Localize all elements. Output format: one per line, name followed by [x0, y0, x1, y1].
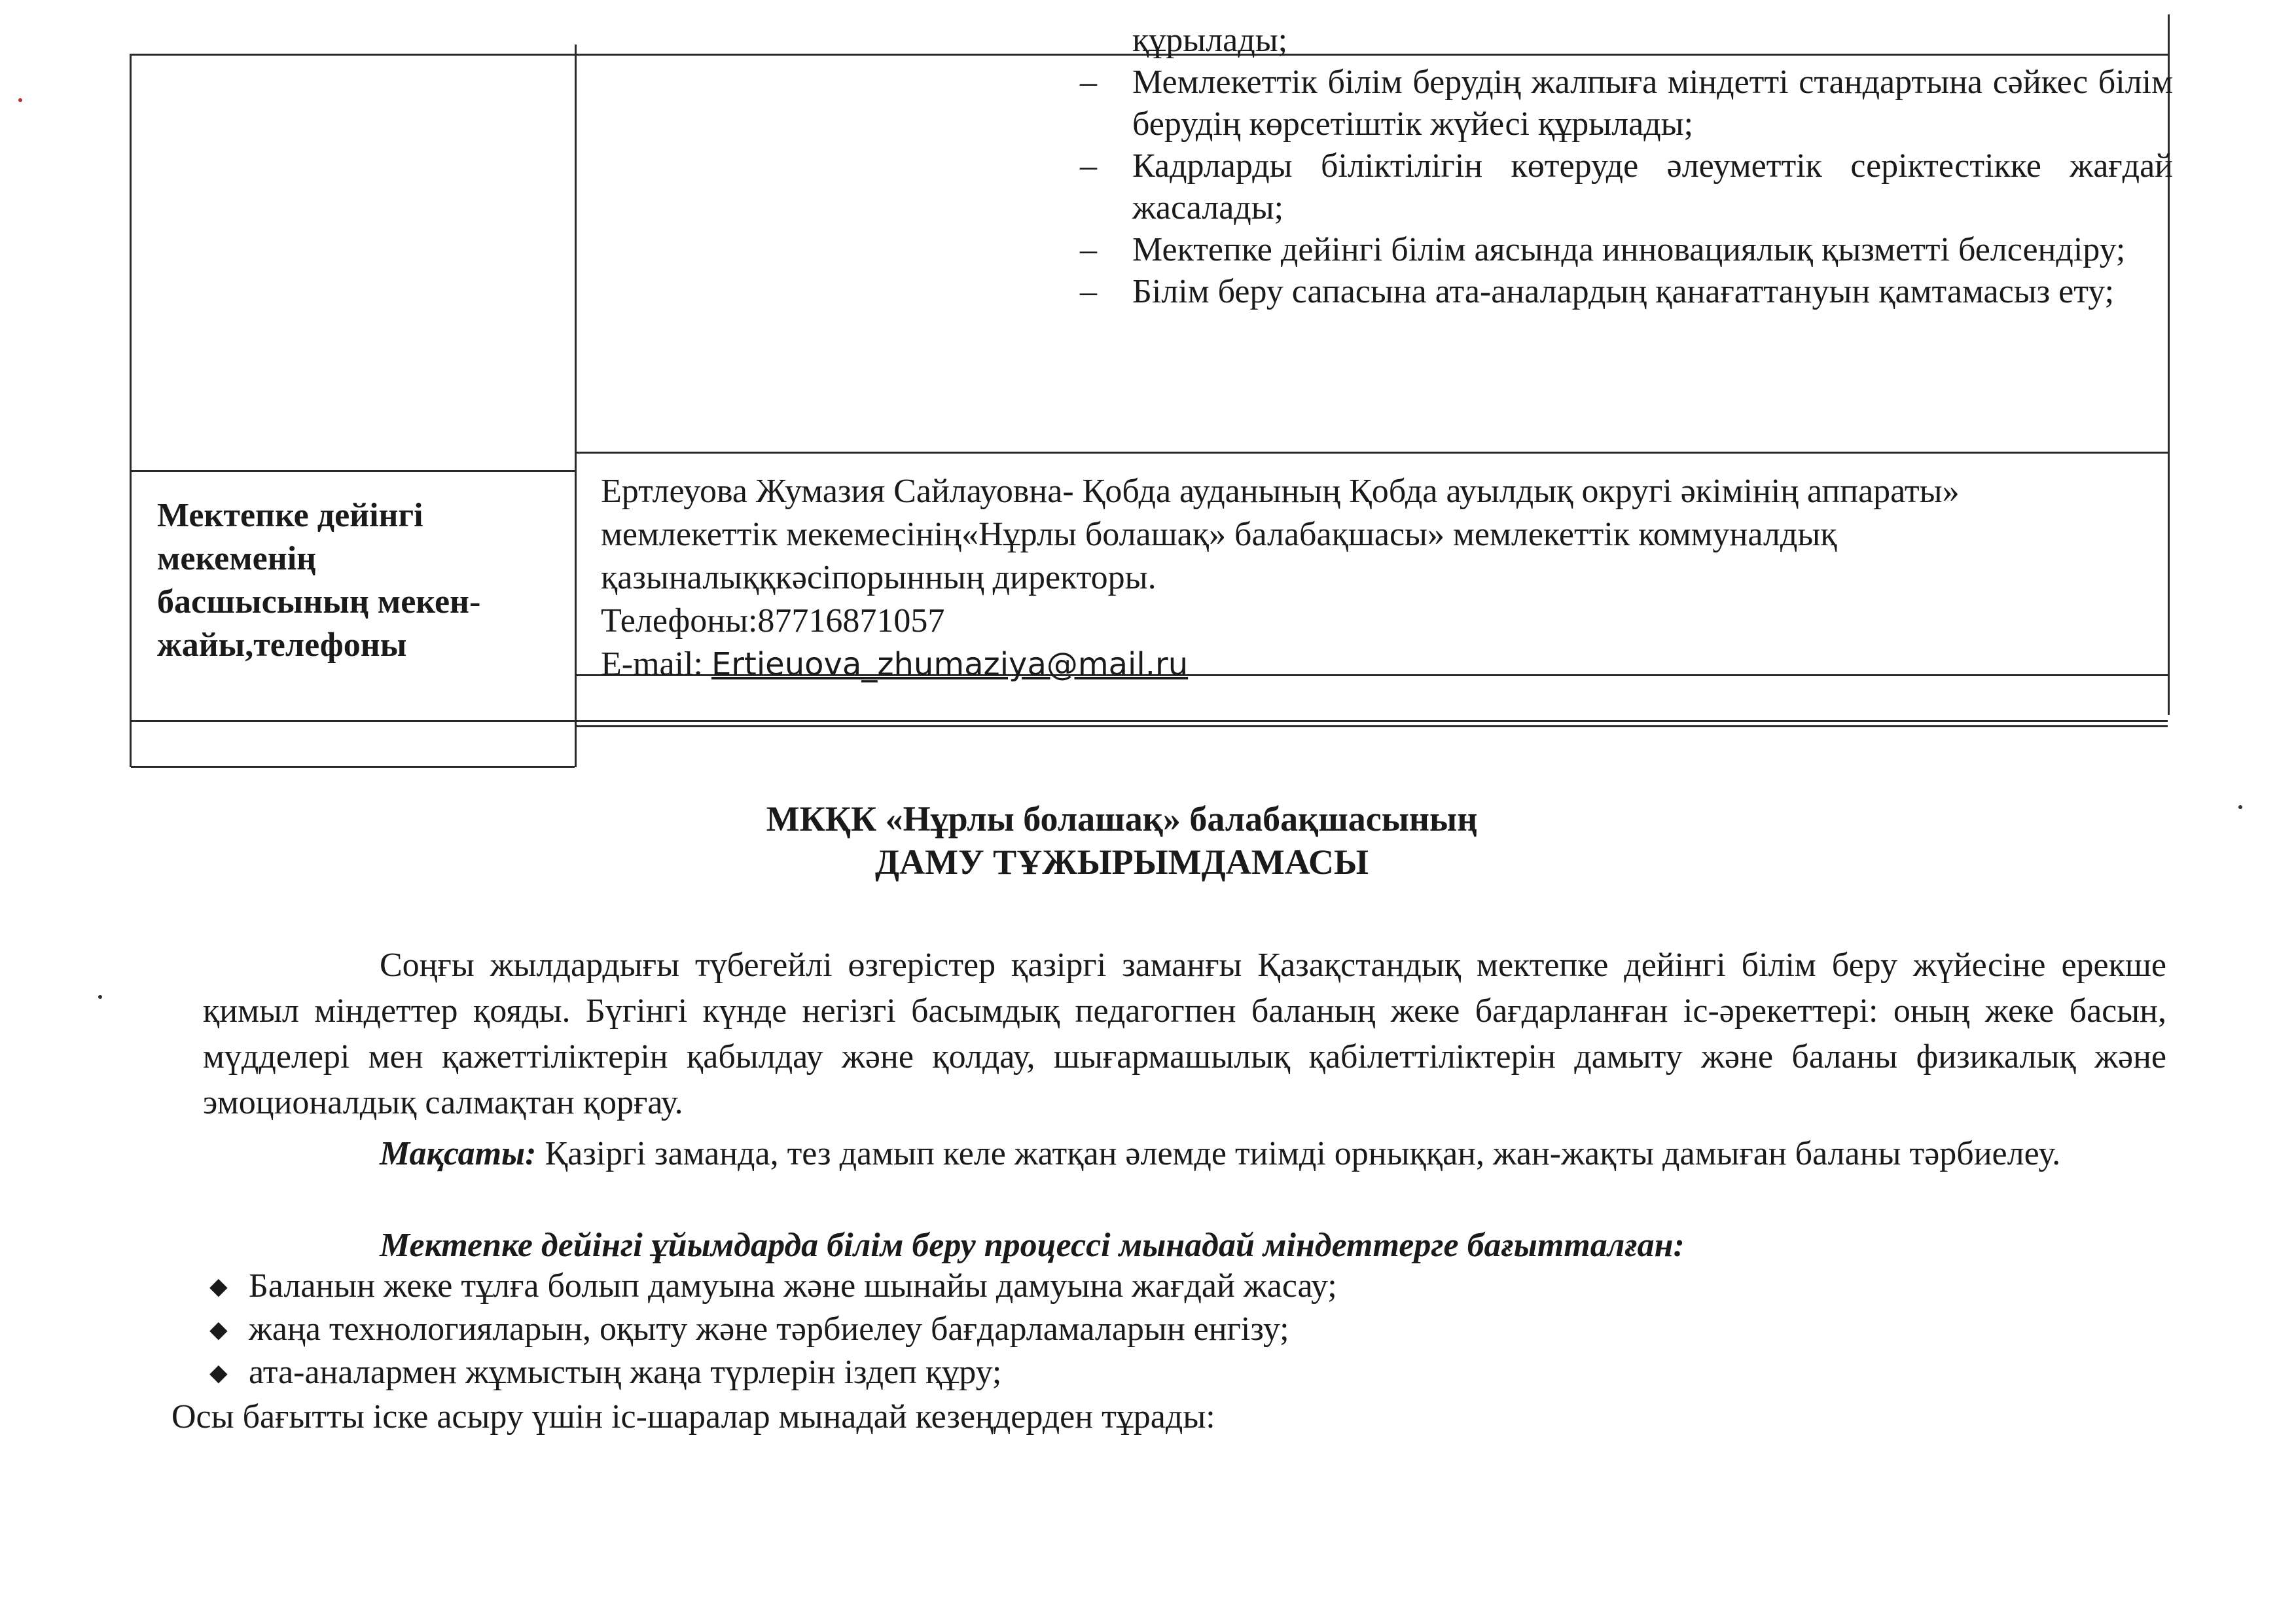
list-item: – Кадрларды біліктілігін көтеруде әлеуметтік серіктестікке жағдай жасалады; [1080, 147, 2173, 226]
director-org-line: мемлекеттік мекемесінің«Нұрлы болашақ» балабақшасы» мемлекеттік коммуналдық [601, 516, 1837, 553]
list-item: – Мектепке дейінгі білім аясында инновациялық қызметті белсендіру; [1080, 231, 2126, 268]
director-name-line: Ертлеуова Жумазия Сайлауовна- Қобда ауданының Қобда ауылдық округі әкімінің аппараты» [601, 473, 1960, 510]
phone-line: Телефоны:87716871057 [601, 602, 945, 640]
director-info [601, 470, 2172, 686]
email-link[interactable]: Ertieuova_zhumaziya@mail.ru [711, 646, 1189, 683]
scan-speck [98, 995, 102, 999]
email-label: E-mail: [601, 645, 711, 683]
label-line: жайы,телефоны [157, 626, 407, 664]
list-item: – Білім беру сапасына ата-аналардың қанағаттануын қамтамасыз ету; [1080, 273, 2115, 310]
diamond-bullet-icon: ◆ [209, 1316, 228, 1343]
table-line [130, 54, 132, 767]
list-item: – Мемлекеттік білім берудің жалпыға міндетті стандартына сәйкес білім берудің көрсетіштік жүйесі құрылады; [1080, 63, 2173, 143]
intro-paragraph: Соңғы жылдардығы түбегейлі өзгерістер қазіргі заманғы Қазақстандық мектепке дейінгі білім беру жүйесіне ерекше қимыл міндеттер қояды. Бүгінгі күнде негізгі басымдық педагогпен баланың жеке бағдарланған іс-әрекеттері: оның жеке басын, мүдделері мен қажеттіліктерін қабылдау және қолдау, шығармашылық қабілеттіліктерін дамыту және баланы физикалық және эмоционалдық салмақтан қорғау. [203, 947, 2166, 1121]
label-line: басшысының мекен- [157, 583, 481, 621]
closing-line: Осы бағытты іске асыру үшін іс-шаралар мынадай кезеңдерден тұрады: [171, 1398, 1215, 1435]
objectives-list [1080, 20, 2173, 313]
goal-label: Мақсаты: [380, 1135, 537, 1172]
table-line [131, 470, 575, 472]
goal-text: Қазіргі заманда, тез дамып келе жатқан әлемде тиімді орныққан, жан-жақты дамыған баланы тәрбиелеу. [536, 1135, 2061, 1172]
director-title-line: қазыналыққкәсіпорынның директоры. [601, 559, 1157, 596]
document-title-line2: ДАМУ ТҰЖЫРЫМДАМАСЫ [874, 842, 1369, 882]
scan-speck [18, 98, 22, 102]
table-line [131, 766, 575, 768]
tasks-heading: Мектепке дейінгі ұйымдарда білім беру процессі мынадай міндеттерге бағытталған: [380, 1227, 1685, 1264]
list-item: ◆ жаңа технологияларын, оқыту және тәрбиелеу бағдарламаларын енгізу; [209, 1308, 1337, 1351]
goal-paragraph [203, 1131, 2166, 1177]
list-item: ◆ Баланын жеке тұлға болып дамуына және шынайы дамуына жағдай жасау; [209, 1265, 1337, 1308]
list-item: ◆ ата-аналармен жұмыстың жаңа түрлерін іздеп құру; [209, 1351, 1337, 1394]
table-line [575, 452, 2168, 454]
diamond-bullet-icon: ◆ [209, 1273, 228, 1299]
tasks-list [209, 1265, 1337, 1394]
label-line: Мектепке дейінгі [157, 497, 423, 534]
diamond-bullet-icon: ◆ [209, 1360, 228, 1386]
table-line [131, 720, 2168, 722]
document-title-line1: МКҚК «Нұрлы болашақ» балабақшасының [766, 799, 1478, 839]
label-line: мекеменің [157, 540, 317, 577]
list-item: құрылады; [1132, 22, 1288, 59]
scan-speck [2238, 805, 2242, 809]
email-line [601, 643, 2172, 686]
table-line [575, 725, 2168, 727]
table-line [575, 45, 577, 767]
director-address-label [157, 494, 550, 667]
